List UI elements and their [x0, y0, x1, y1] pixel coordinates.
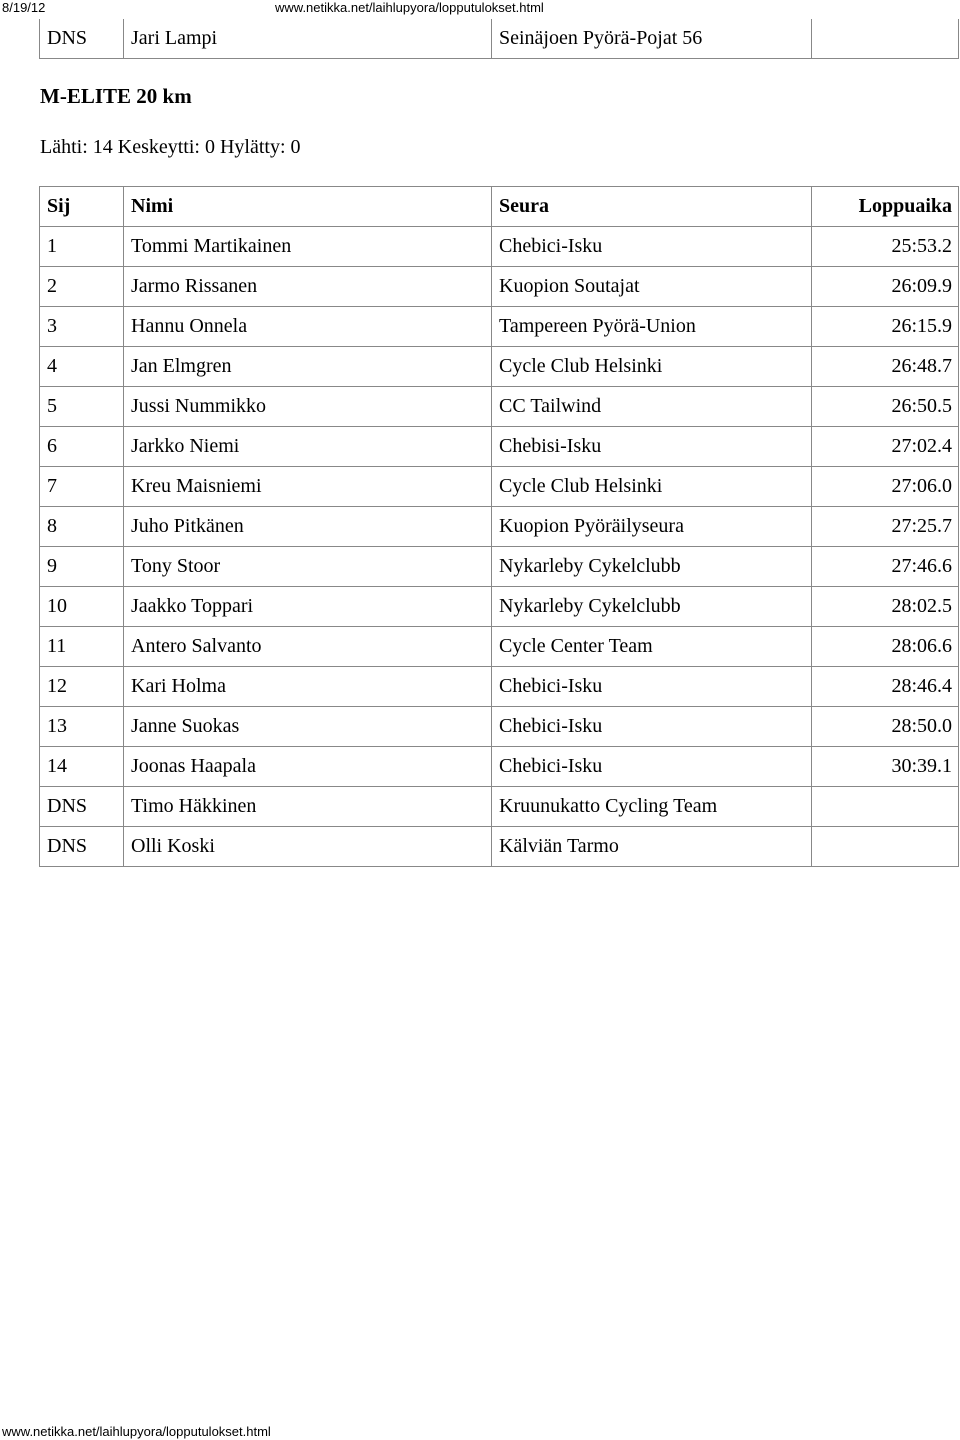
name-cell: Jan Elmgren	[124, 347, 492, 387]
table-row	[40, 707, 959, 747]
club-cell: Kuopion Pyöräilyseura	[492, 507, 812, 547]
table-row	[40, 427, 959, 467]
position-cell: 6	[40, 427, 124, 467]
name-cell: Jaakko Toppari	[124, 587, 492, 627]
club-cell: Seinäjoen Pyörä-Pojat 56	[492, 19, 812, 59]
time-cell: 25:53.2	[812, 227, 959, 267]
position-cell: 13	[40, 707, 124, 747]
club-cell: Kälviän Tarmo	[492, 827, 812, 867]
club-cell: Chebisi-Isku	[492, 427, 812, 467]
table-row	[40, 827, 959, 867]
header-club: Seura	[492, 187, 812, 227]
position-cell: 12	[40, 667, 124, 707]
table-header-row	[40, 187, 959, 227]
name-cell: Janne Suokas	[124, 707, 492, 747]
table-row	[40, 307, 959, 347]
name-cell: Kari Holma	[124, 667, 492, 707]
position-cell: DNS	[40, 827, 124, 867]
time-cell: 28:46.4	[812, 667, 959, 707]
time-cell: 28:06.6	[812, 627, 959, 667]
header-time: Loppuaika	[812, 187, 959, 227]
time-cell	[812, 19, 959, 59]
club-cell: Chebici-Isku	[492, 707, 812, 747]
position-cell: 2	[40, 267, 124, 307]
position-cell: 4	[40, 347, 124, 387]
print-header	[0, 0, 960, 16]
club-cell: Chebici-Isku	[492, 227, 812, 267]
time-cell: 26:50.5	[812, 387, 959, 427]
name-cell: Antero Salvanto	[124, 627, 492, 667]
table-row	[40, 387, 959, 427]
table-row	[40, 587, 959, 627]
time-cell	[812, 787, 959, 827]
time-cell: 27:02.4	[812, 427, 959, 467]
name-cell: Joonas Haapala	[124, 747, 492, 787]
club-cell: Chebici-Isku	[492, 747, 812, 787]
club-cell: Tampereen Pyörä-Union	[492, 307, 812, 347]
name-cell: Jarmo Rissanen	[124, 267, 492, 307]
time-cell: 26:15.9	[812, 307, 959, 347]
name-cell: Tommi Martikainen	[124, 227, 492, 267]
club-cell: Cycle Club Helsinki	[492, 467, 812, 507]
position-cell: 1	[40, 227, 124, 267]
name-cell: Jari Lampi	[124, 19, 492, 59]
print-url: www.netikka.net/laihlupyora/lopputulokset.html	[275, 0, 544, 15]
name-cell: Hannu Onnela	[124, 307, 492, 347]
club-cell: Chebici-Isku	[492, 667, 812, 707]
table-row	[40, 507, 959, 547]
time-cell	[812, 827, 959, 867]
table-row	[40, 19, 959, 59]
time-cell: 27:25.7	[812, 507, 959, 547]
print-footer-url: www.netikka.net/laihlupyora/lopputulokset.html	[2, 1424, 271, 1439]
table-row	[40, 547, 959, 587]
club-cell: Nykarleby Cykelclubb	[492, 587, 812, 627]
name-cell: Juho Pitkänen	[124, 507, 492, 547]
name-cell: Tony Stoor	[124, 547, 492, 587]
table-row	[40, 347, 959, 387]
position-cell: 8	[40, 507, 124, 547]
time-cell: 26:48.7	[812, 347, 959, 387]
results-table	[39, 186, 959, 867]
position-cell: 9	[40, 547, 124, 587]
name-cell: Jarkko Niemi	[124, 427, 492, 467]
table-row	[40, 227, 959, 267]
position-cell: DNS	[40, 19, 124, 59]
position-cell: 11	[40, 627, 124, 667]
club-cell: Kruunukatto Cycling Team	[492, 787, 812, 827]
name-cell: Jussi Nummikko	[124, 387, 492, 427]
name-cell: Kreu Maisniemi	[124, 467, 492, 507]
club-cell: Cycle Club Helsinki	[492, 347, 812, 387]
position-cell: 7	[40, 467, 124, 507]
table-row	[40, 467, 959, 507]
time-cell: 27:06.0	[812, 467, 959, 507]
time-cell: 30:39.1	[812, 747, 959, 787]
club-cell: Kuopion Soutajat	[492, 267, 812, 307]
club-cell: Cycle Center Team	[492, 627, 812, 667]
position-cell: 5	[40, 387, 124, 427]
time-cell: 28:02.5	[812, 587, 959, 627]
club-cell: CC Tailwind	[492, 387, 812, 427]
name-cell: Timo Häkkinen	[124, 787, 492, 827]
name-cell: Olli Koski	[124, 827, 492, 867]
table-row	[40, 627, 959, 667]
position-cell: 14	[40, 747, 124, 787]
club-cell: Nykarleby Cykelclubb	[492, 547, 812, 587]
section-title: M-ELITE 20 km	[40, 84, 192, 108]
previous-results-table	[39, 19, 959, 59]
position-cell: DNS	[40, 787, 124, 827]
table-row	[40, 267, 959, 307]
header-position: Sij	[40, 187, 124, 227]
table-row	[40, 667, 959, 707]
time-cell: 28:50.0	[812, 707, 959, 747]
table-row	[40, 787, 959, 827]
print-date: 8/19/12	[2, 0, 46, 15]
table-row	[40, 747, 959, 787]
time-cell: 26:09.9	[812, 267, 959, 307]
time-cell: 27:46.6	[812, 547, 959, 587]
position-cell: 10	[40, 587, 124, 627]
header-name: Nimi	[124, 187, 492, 227]
race-stats: Lähti: 14 Keskeytti: 0 Hylätty: 0	[40, 136, 301, 158]
position-cell: 3	[40, 307, 124, 347]
